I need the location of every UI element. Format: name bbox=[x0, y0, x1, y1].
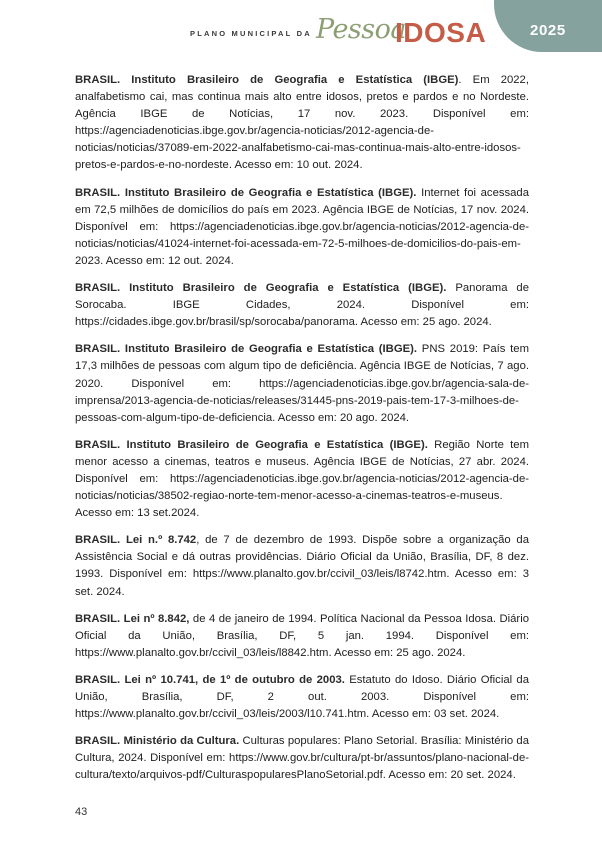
reference-author: BRASIL. Ministério da Cultura. bbox=[75, 735, 240, 748]
logo-idosa: IDOSA bbox=[395, 17, 487, 48]
plan-label: PLANO MUNICIPAL DA bbox=[190, 29, 312, 38]
reference-item bbox=[75, 733, 529, 784]
reference-text: PNS 2019: País tem 17,3 milhões de pessoas com algum tipo de deficiência. Agência IBGE de Notícias, 7 ago. 2020. Disponível em: https://agenciadenoticias.ibge.gov.br/agencia-sala-de-imprensa/2013-agencia-de-noticias/releases/31445-pns-2019-pais-tem-17-3-milhoes-de-pessoas-com-algum-tipo-de-deficiencia. Acesso em: 20 ago. 2024. bbox=[75, 343, 529, 424]
reference-item bbox=[75, 437, 529, 522]
reference-text: Panorama de Sorocaba. IBGE Cidades, 2024. Disponível em: https://cidades.ibge.gov.br/brasil/sp/sorocaba/panorama. Acesso em: 25 ago. 2024. bbox=[75, 282, 529, 329]
reference-author: BRASIL. Lei nº 8.842, bbox=[75, 612, 190, 625]
reference-text: Culturas populares: Plano Setorial. Brasília: Ministério da Cultura, 2024. Disponível em: https://www.gov.br/cultura/pt-br/assuntos/plano-nacional-de-cultura/texto/arquivos-pdf/CulturaspopularesPlanoSetorial.pdf. Acesso em: 20 set. 2024. bbox=[75, 735, 529, 782]
reference-item bbox=[75, 611, 529, 662]
reference-author: BRASIL. Lei n.º 8.742 bbox=[75, 534, 197, 547]
page-number: 43 bbox=[75, 806, 88, 818]
reference-list bbox=[75, 72, 529, 794]
reference-author: BRASIL. Lei nº 10.741, de 1º de outubro de 2003. bbox=[75, 673, 345, 686]
reference-text: , de 7 de dezembro de 1993. Dispõe sobre a organização da Assistência Social e dá outras providências. Diário Oficial da União, Brasília, DF, 8 dez. 1993. Disponível em: https://www.planalto.gov.br/ccivil_03/leis/l8742.htm. Acesso em: 3 set. 2024. bbox=[75, 534, 529, 598]
reference-author: BRASIL. Instituto Brasileiro de Geografia e Estatística (IBGE). bbox=[75, 186, 417, 199]
reference-text: Região Norte tem menor acesso a cinemas, teatros e museus. Agência IBGE de Notícias, 27 abr. 2024. Disponível em: https://agenciadenoticias.ibge.gov.br/agencia-noticias/2012-agencia-de-noticias/noticias/38502-regiao-norte-tem-menor-acesso-a-cinemas-teatros-e-museus. Acesso em: 13 set.2024. bbox=[75, 438, 529, 520]
page-header bbox=[0, 0, 602, 62]
reference-item bbox=[75, 672, 529, 723]
reference-author: BRASIL. Instituto Brasileiro de Geografia e Estatística (IBGE) bbox=[75, 74, 459, 86]
logo-pessoa: Pessoa bbox=[316, 14, 406, 45]
reference-text: de 4 de janeiro de 1994. Política Nacional da Pessoa Idosa. Diário Oficial da União, Brasília, DF, 5 jan. 1994. Disponível em: https://www.planalto.gov.br/ccivil_03/leis/l8842.htm. Acesso em: 25 ago. 2024. bbox=[75, 612, 529, 659]
reference-text: Internet foi acessada em 72,5 milhões de domicílios do país em 2023. Agência IBGE de Notícias, 17 nov. 2024. Disponível em: https://agenciadenoticias.ibge.gov.br/agencia-noticias/2012-agencia-de-noticias/noticias/41024-internet-foi-acessada-em-72-5-milhoes-de-domicilios-do-pais-em-2023. Acesso em: 12 out. 2024. bbox=[75, 186, 529, 267]
reference-item bbox=[75, 280, 529, 331]
reference-item bbox=[75, 532, 529, 600]
year-label: 2025 bbox=[530, 22, 566, 39]
reference-item bbox=[75, 72, 529, 175]
reference-item bbox=[75, 185, 529, 270]
reference-text: . Em 2022, analfabetismo cai, mas continua mais alto entre idosos, pretos e pardos e no Nordeste. Agência IBGE de Notícias, 17 nov. 2023. Disponível em: https://agenciadenoticias.ibge.gov.br/agencia-noticias/2012-agencia-de-noticias/noticias/37089-em-2022-analfabetismo-cai-mas-continua-mais-alto-entre-idosos-pretos-e-pardos-e-no-nordeste. Acesso em: 10 out. 2024. bbox=[75, 74, 529, 172]
reference-item bbox=[75, 341, 529, 426]
reference-text: Estatuto do Idoso. Diário Oficial da União, Brasília, DF, 2 out. 2003. Disponível em: https://www.planalto.gov.br/ccivil_03/leis/2003/l10.741.htm. Acesso em: 03 set. 2024. bbox=[75, 673, 530, 721]
reference-author: BRASIL. Instituto Brasileiro de Geografia e Estatística (IBGE). bbox=[75, 438, 428, 451]
reference-author: BRASIL. Instituto Brasileiro de Geografia e Estatística (IBGE). bbox=[75, 282, 447, 295]
reference-author: BRASIL. Instituto Brasileiro de Geografia e Estatística (IBGE). bbox=[75, 343, 418, 356]
